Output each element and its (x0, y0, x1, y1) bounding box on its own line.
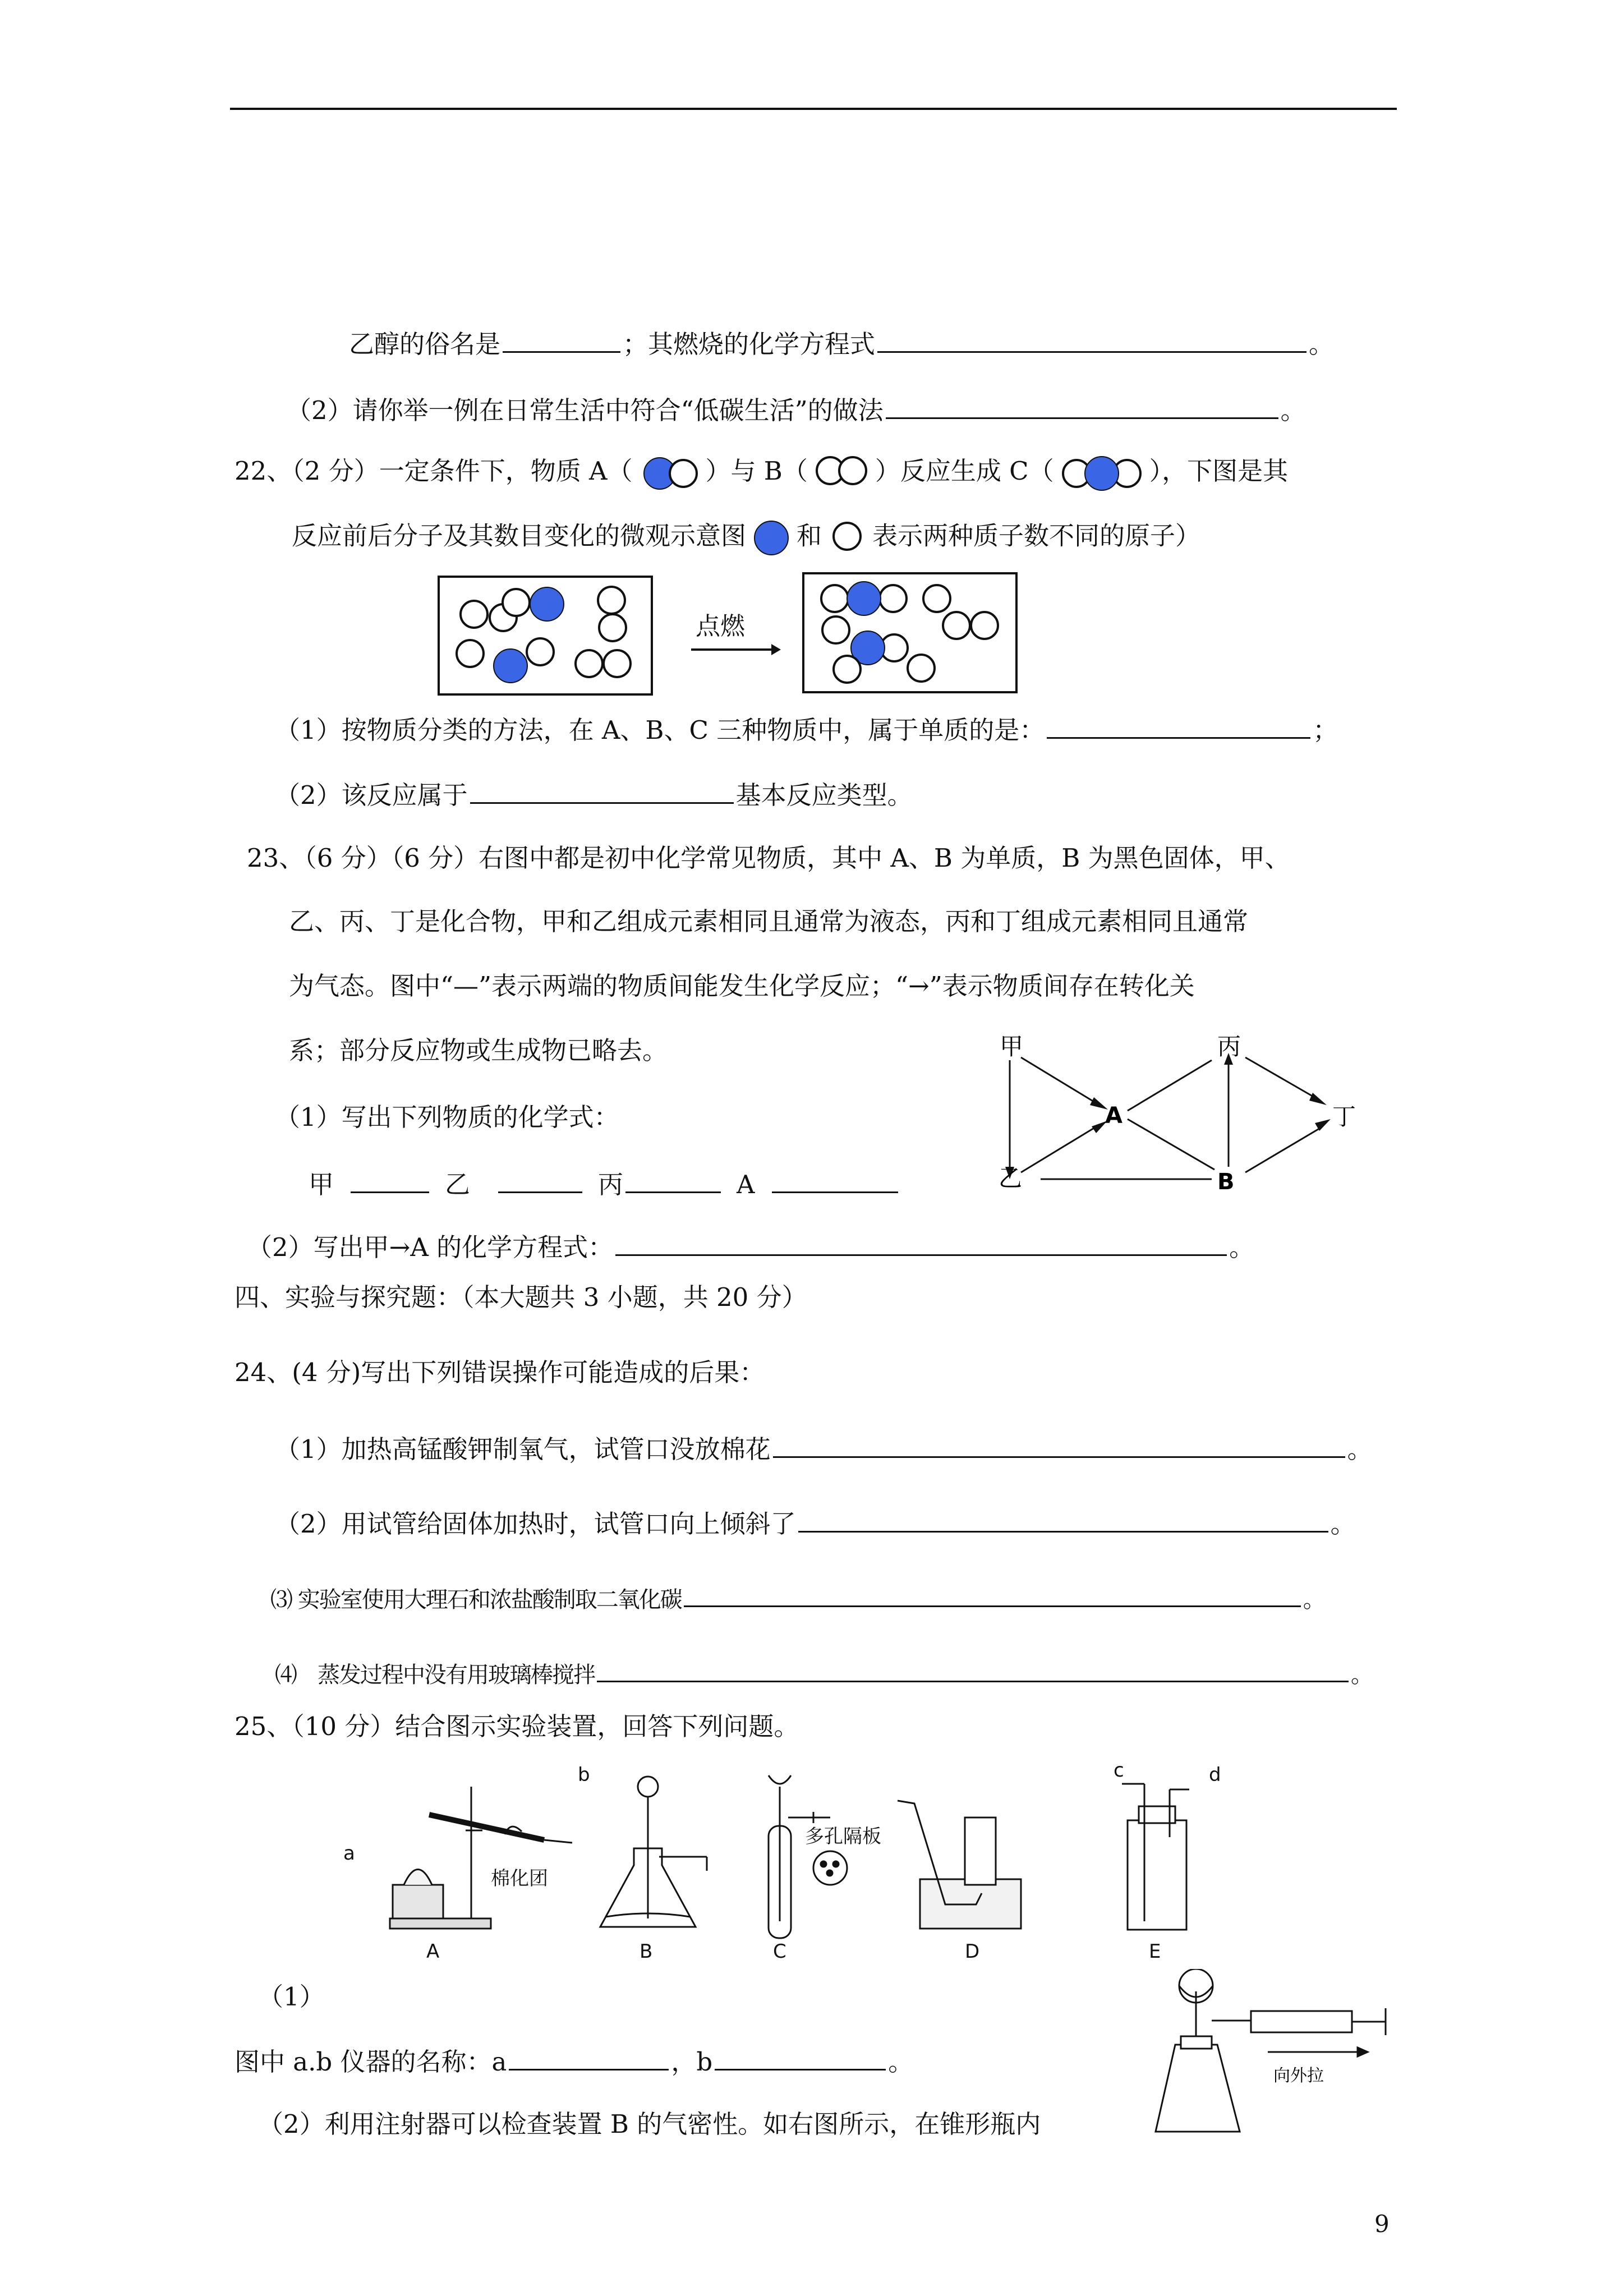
mark-c: c (1114, 1764, 1124, 1782)
blue-atom-icon (746, 518, 797, 558)
answer-blank[interactable] (798, 1505, 1328, 1533)
q23-text-p2b: 。 (1229, 1232, 1255, 1262)
q24-end-1: 。 (1347, 1434, 1373, 1464)
syringe-figure (1144, 1969, 1402, 2139)
q22-text-d: ），下图是其 (1149, 456, 1289, 486)
answer-blank[interactable] (886, 392, 1278, 419)
q24-end-2: 。 (1330, 1509, 1356, 1539)
node-jia: 甲 (1000, 1033, 1024, 1060)
relationship-diagram (987, 1032, 1391, 1197)
molecule-c-icon (1054, 455, 1149, 492)
formula-a-label: A (737, 1170, 755, 1199)
q22-text-j: （2）该反应属于 (275, 780, 468, 810)
formula-jia-label: 甲 (309, 1170, 334, 1199)
mark-d: d (1209, 1764, 1221, 1786)
answer-blank[interactable] (498, 1166, 582, 1193)
q24-title: 24、(4 分)写出下列错误操作可能造成的后果： (234, 1358, 765, 1387)
q23-formula-blanks (309, 1166, 900, 1202)
apparatus-c (769, 1775, 847, 1938)
label-a: A (426, 1940, 440, 1963)
q22-line2 (292, 518, 1200, 558)
q24-text-2: （2）用试管给固体加热时，试管口向上倾斜了 (275, 1509, 796, 1539)
pull-out-label: 向外拉 (1273, 2066, 1324, 2086)
q25-title: 25、（10 分）结合图示实验装置，回答下列问题。 (234, 1711, 799, 1741)
node-a: A (1105, 1103, 1122, 1129)
cotton-label: 棉化团 (491, 1867, 548, 1890)
q23-line2: 乙、丙、丁是化合物，甲和乙组成元素相同且通常为液态，丙和丁组成元素相同且通常 (289, 907, 1249, 936)
q25-text-p1a: 图中 a.b 仪器的名称：a (234, 2047, 507, 2077)
q22-text-b: ）与 B（ (705, 456, 808, 486)
answer-blank[interactable] (1047, 711, 1310, 739)
answer-blank[interactable] (503, 325, 620, 353)
q25-text-p1c: 。 (888, 2047, 914, 2077)
q24-item4 (275, 1655, 1372, 1692)
mark-a: a (343, 1842, 355, 1865)
after-box (803, 573, 1016, 692)
q23-line1: 23、（6 分）（6 分）右图中都是初中化学常见物质，其中 A、B 为单质，B 为黑色固体，甲、 (247, 843, 1290, 873)
answer-blank[interactable] (351, 1166, 429, 1193)
q24-text-1: （1）加热高锰酸钾制氧气，试管口没放棉花 (275, 1434, 771, 1464)
section-4-heading: 四、实验与探究题：（本大题共 3 小题，共 20 分） (234, 1282, 807, 1312)
page-number: 9 (1374, 2210, 1390, 2238)
label-c: C (773, 1940, 786, 1963)
porous-plate-label: 多孔隔板 (805, 1825, 881, 1848)
q23-line4: 系；部分反应物或生成物已略去。 (289, 1036, 668, 1065)
q21-line1 (349, 325, 1334, 361)
q25-text-p1b: ，b (671, 2047, 713, 2077)
q22-text-a: 22、（2 分）一定条件下，物质 A（ (234, 456, 633, 486)
answer-blank[interactable] (772, 1166, 898, 1193)
q25-part1 (234, 2043, 913, 2079)
q22-part1 (275, 711, 1338, 747)
q22-line1 (234, 454, 1288, 492)
label-d: D (965, 1940, 980, 1963)
apparatus-figure (337, 1764, 1290, 1968)
ignite-label: 点燃 (696, 612, 745, 641)
q24-item2 (275, 1505, 1356, 1541)
label-b: B (640, 1940, 653, 1963)
node-bing: 丙 (1217, 1033, 1241, 1060)
q21-text-a: 乙醇的俗名是 (349, 329, 501, 359)
q21-text-b: ；其燃烧的化学方程式 (623, 329, 876, 359)
molecule-b-icon (808, 455, 875, 492)
q21-text-d: （2）请你举一例在日常生活中符合“低碳生活”的做法 (286, 395, 884, 425)
q22-text-k: 基本反应类型。 (735, 780, 913, 810)
formula-bing-label: 丙 (598, 1170, 624, 1199)
answer-blank[interactable] (715, 2043, 886, 2070)
label-e: E (1149, 1940, 1161, 1963)
answer-blank[interactable] (597, 1655, 1349, 1682)
q25-part2: （2）利用注射器可以检查装置 B 的气密性。如右图所示，在锥形瓶内 (258, 2109, 1041, 2139)
q21-text-c: 。 (1309, 329, 1335, 359)
before-box (439, 577, 652, 694)
molecule-a-icon (633, 455, 706, 492)
q23-part1: （1）写出下列物质的化学式： (275, 1102, 619, 1132)
node-b: B (1217, 1169, 1235, 1195)
answer-blank[interactable] (684, 1580, 1301, 1607)
apparatus-e (1122, 1784, 1189, 1930)
answer-blank[interactable] (470, 776, 734, 804)
answer-blank[interactable] (877, 325, 1306, 353)
q23-part2 (247, 1228, 1254, 1264)
q22-text-i: ； (1313, 715, 1338, 745)
white-atom-icon (822, 518, 872, 558)
q22-text-h: （1）按物质分类的方法，在 A、B、C 三种物质中，属于单质的是： (275, 715, 1045, 745)
q21-line2 (286, 392, 1306, 427)
q22-text-g: 表示两种质子数不同的原子） (872, 521, 1201, 551)
q24-text-4: ⑷ 蒸发过程中没有用玻璃棒搅拌 (275, 1662, 595, 1688)
q22-text-c: ）反应生成 C（ (875, 456, 1054, 486)
header-rule (230, 108, 1397, 110)
formula-yi-label: 乙 (445, 1170, 471, 1199)
answer-blank[interactable] (509, 2043, 669, 2070)
q24-end-4: 。 (1351, 1662, 1372, 1688)
q24-text-3: ⑶ 实验室使用大理石和浓盐酸制取二氧化碳 (270, 1587, 682, 1613)
q22-part2 (275, 776, 913, 812)
q25-part1-number: （1） (258, 1982, 325, 2012)
node-yi: 乙 (999, 1165, 1023, 1192)
apparatus-b (600, 1777, 707, 1927)
q23-text-p2a: （2）写出甲→A 的化学方程式： (247, 1232, 614, 1262)
answer-blank[interactable] (773, 1430, 1345, 1458)
q24-item1 (275, 1430, 1373, 1466)
q22-text-f: 和 (797, 521, 822, 551)
q24-item3 (270, 1580, 1324, 1617)
apparatus-d (898, 1801, 1021, 1929)
apparatus-a (390, 1787, 572, 1929)
answer-blank[interactable] (615, 1228, 1227, 1256)
q24-end-3: 。 (1303, 1587, 1324, 1613)
q23-line3: 为气态。图中“—”表示两端的物质间能发生化学反应；“→”表示物质间存在转化关 (289, 971, 1195, 1001)
mark-b: b (578, 1764, 590, 1786)
answer-blank[interactable] (625, 1166, 721, 1193)
q22-text-e: 反应前后分子及其数目变化的微观示意图 (292, 521, 747, 551)
q21-text-e: 。 (1280, 395, 1306, 425)
node-ding: 丁 (1332, 1103, 1356, 1130)
